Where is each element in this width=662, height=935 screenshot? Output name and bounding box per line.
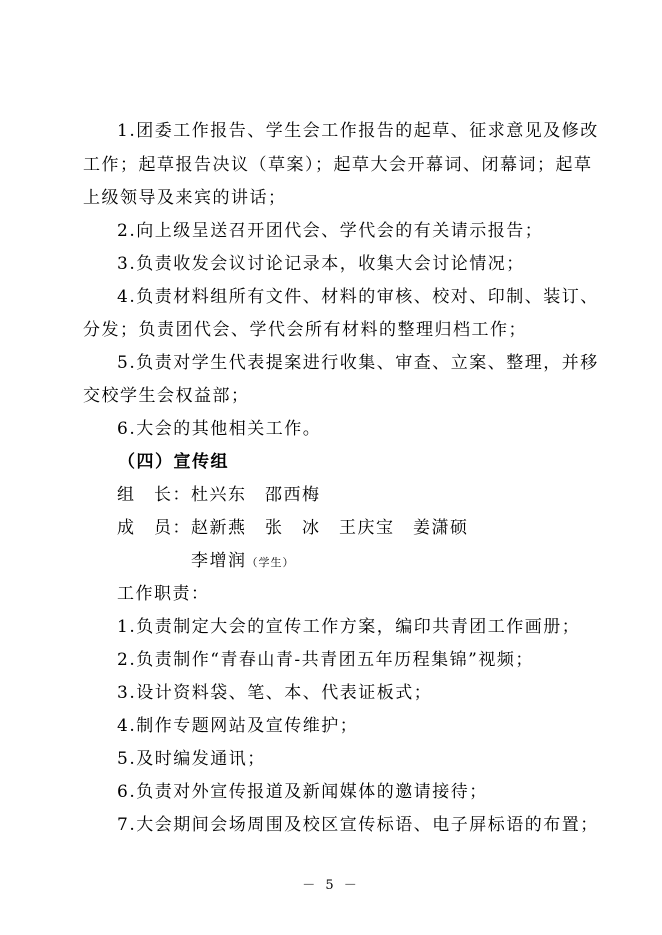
leader-names: 杜兴东 邵西梅 (191, 485, 321, 505)
members-names: 赵新燕 张 冰 王庆宝 姜潇硕 (191, 518, 469, 538)
duty-line: 交校学生会权益部； (83, 386, 250, 406)
section-heading: （四）宣传组 (118, 452, 229, 472)
duty-line: 4.制作专题网站及宣传维护； (117, 716, 359, 736)
duty-line: 5.及时编发通讯； (117, 749, 266, 769)
page-number: － 5 － (302, 878, 360, 893)
duty-line: 2.负责制作“青春山青-共青团五年历程集锦”视频； (117, 650, 534, 670)
duties-label: 工作职责： (117, 584, 210, 604)
leader-row (117, 485, 321, 505)
student-note: （学生） (246, 556, 295, 569)
duty-line: 分发；负责团代会、学代会所有材料的整理归档工作； (83, 320, 527, 340)
members-label: 成 员： (117, 518, 191, 538)
duty-line: 6.负责对外宣传报道及新闻媒体的邀请接待； (117, 782, 488, 802)
duty-line: 6.大会的其他相关工作。 (117, 419, 322, 439)
duty-line: 2.向上级呈送召开团代会、学代会的有关请示报告； (117, 221, 544, 241)
duty-line: 3.负责收发会议讨论记录本，收集大会讨论情况； (117, 254, 525, 274)
duty-line: 上级领导及来宾的讲话； (83, 188, 287, 208)
duty-line: 7.大会期间会场周围及校区宣传标语、电子屏标语的布置； (117, 815, 599, 835)
duty-line: 5.负责对学生代表提案进行收集、审查、立案、整理，并移 (117, 353, 599, 373)
duty-line: 1.团委工作报告、学生会工作报告的起草、征求意见及修改 (117, 121, 599, 141)
duty-line: 3.设计资料袋、笔、本、代表证板式； (117, 683, 433, 703)
members-row (117, 518, 469, 538)
leader-label: 组 长： (117, 485, 191, 505)
duty-line: 4.负责材料组所有文件、材料的审核、校对、印制、装订、 (117, 287, 599, 307)
members-continued (191, 551, 295, 573)
duty-line: 工作；起草报告决议（草案）；起草大会开幕词、闭幕词；起草 (83, 155, 593, 175)
duty-line: 1.负责制定大会的宣传工作方案，编印共青团工作画册； (117, 617, 581, 637)
member-name: 李增润 (191, 551, 247, 571)
